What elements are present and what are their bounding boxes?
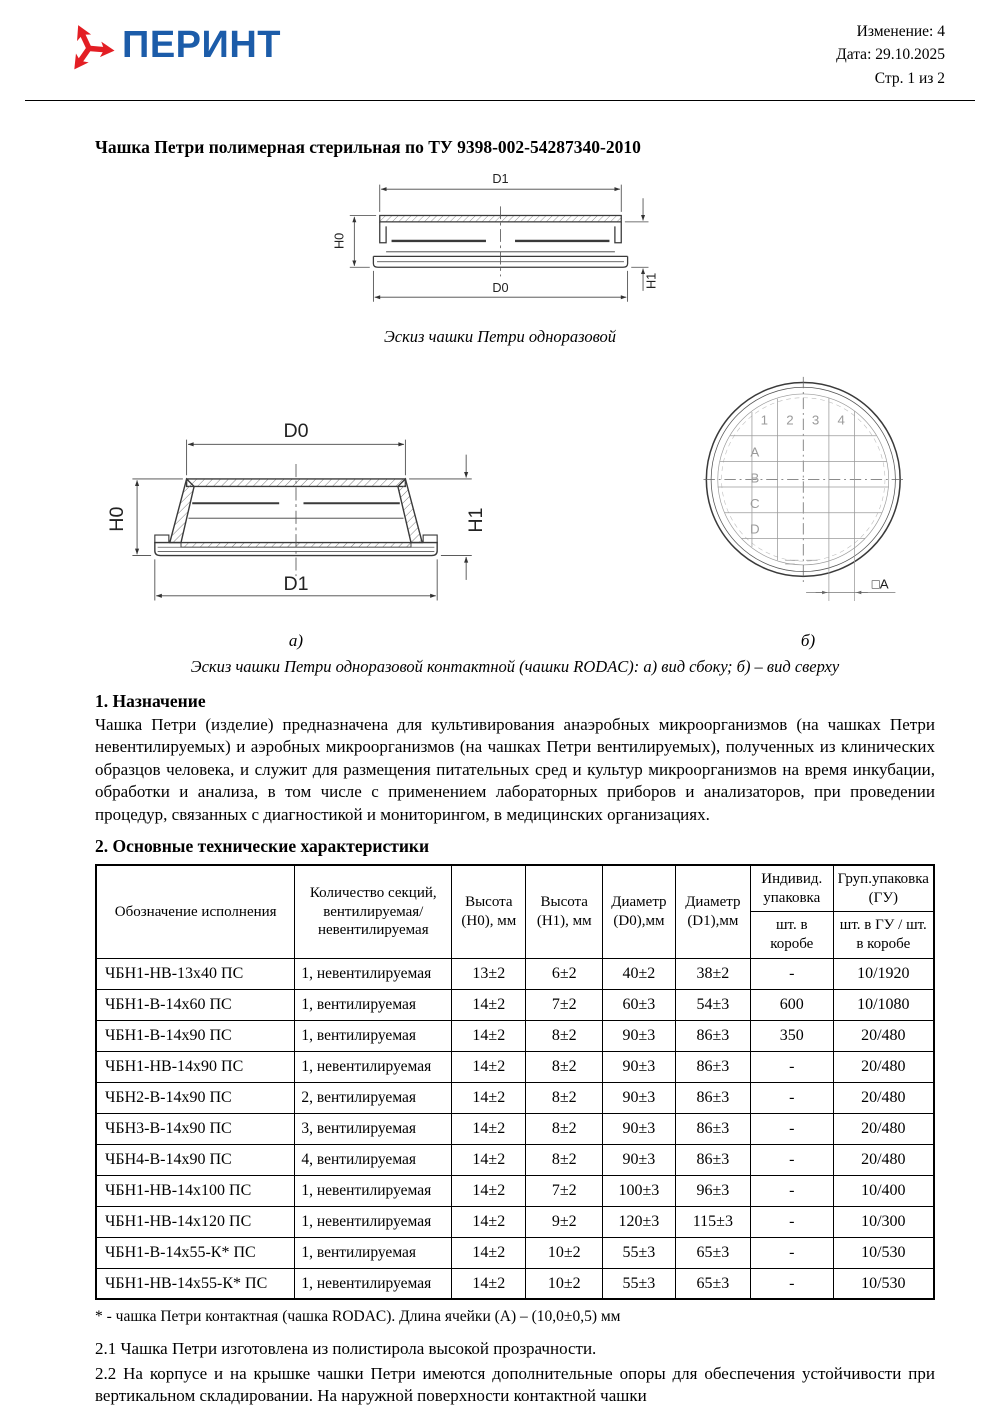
- column-header-sections: Количество секций, вентилируемая/невентилируемая: [295, 865, 452, 959]
- table-cell: 4, вентилируемая: [295, 1144, 452, 1175]
- grid-row-c: C: [749, 495, 760, 511]
- table-cell: 14±2: [452, 1082, 526, 1113]
- spec-table: [95, 864, 935, 1301]
- table-cell: ЧБН1-В-14х90 ПС: [96, 1020, 295, 1051]
- table-cell: -: [750, 1175, 833, 1206]
- table-cell: 10±2: [526, 1268, 603, 1299]
- petri-side-view-drawing: [328, 170, 673, 320]
- section1-heading: 1. Назначение: [95, 690, 206, 711]
- table-cell: ЧБН1-В-14х60 ПС: [96, 989, 295, 1020]
- cell-size-label: □A: [871, 576, 889, 592]
- table-cell: 14±2: [452, 1175, 526, 1206]
- table-cell: 86±3: [675, 1051, 750, 1082]
- table-cell: 86±3: [675, 1113, 750, 1144]
- table-cell: 120±3: [603, 1206, 676, 1237]
- table-cell: -: [750, 1144, 833, 1175]
- table-cell: 7±2: [526, 1175, 603, 1206]
- grid-row-a: A: [750, 444, 760, 460]
- grid-col-3: 3: [811, 412, 820, 428]
- table-cell: 1, вентилируемая: [295, 1237, 452, 1268]
- table-cell: 86±3: [675, 1082, 750, 1113]
- table-cell: 38±2: [675, 958, 750, 989]
- table-cell: 86±3: [675, 1020, 750, 1051]
- table-cell: -: [750, 1051, 833, 1082]
- table-row: [96, 1051, 934, 1082]
- table-row: [96, 989, 934, 1020]
- table-cell: 1, невентилируемая: [295, 958, 452, 989]
- table-cell: 10/530: [833, 1268, 934, 1299]
- table-cell: 3, вентилируемая: [295, 1113, 452, 1144]
- table-cell: 10±2: [526, 1237, 603, 1268]
- table-cell: ЧБН4-В-14х90 ПС: [96, 1144, 295, 1175]
- table-cell: 96±3: [675, 1175, 750, 1206]
- column-header-diameter-d1: Диаметр (D1),мм: [675, 865, 750, 959]
- table-cell: 86±3: [675, 1144, 750, 1175]
- section1-paragraph: Чашка Петри (изделие) предназначена для культивирования анаэробных микроорганизмов (на чашках Петри невентилируемых) и аэробных микроорганизмов (на чашках Петри вентилируемых), полученных из клинических образцов человека, и служит для размещения питательных сред и культур микроорганизмов на время инкубации, обработки и анализа, в том числе с применением лабораторных приборов и анализаторов, при проведении процедур, связанных с диагностикой и мониторингом, в медицинских организациях.: [95, 714, 935, 824]
- table-row: [96, 1113, 934, 1144]
- header-meta: [836, 18, 945, 90]
- table-cell: 54±3: [675, 989, 750, 1020]
- table-row: [96, 958, 934, 989]
- table-row: [96, 1175, 934, 1206]
- figure-petri-disposable: [0, 170, 1000, 347]
- table-cell: 20/480: [833, 1113, 934, 1144]
- table-cell: 8±2: [526, 1113, 603, 1144]
- table-cell: 14±2: [452, 989, 526, 1020]
- table-row: [96, 1144, 934, 1175]
- column-header-diameter-d0: Диаметр (D0),мм: [603, 865, 676, 959]
- table-cell: 6±2: [526, 958, 603, 989]
- table-cell: -: [750, 1268, 833, 1299]
- grid-col-4: 4: [837, 412, 845, 428]
- table-cell: 90±3: [603, 1082, 676, 1113]
- header-rule: [25, 100, 975, 101]
- table-cell: ЧБН1-НВ-14х90 ПС: [96, 1051, 295, 1082]
- table-row: [96, 1082, 934, 1113]
- paragraph-2-1: 2.1 Чашка Петри изготовлена из полистирола высокой прозрачности.: [95, 1339, 597, 1359]
- column-header-designation: Обозначение исполнения: [96, 865, 295, 959]
- table-cell: 1, вентилируемая: [295, 1020, 452, 1051]
- table-cell: ЧБН1-НВ-14х100 ПС: [96, 1175, 295, 1206]
- rodac-top-view: [694, 373, 922, 651]
- column-header-individual-pack: Индивид. упаковка: [750, 865, 833, 912]
- figure2-caption: Эскиз чашки Петри одноразовой контактной (чашки RODAC): а) вид сбоку; б) – вид сверху: [190, 656, 840, 676]
- dimension-label-d1: D1: [491, 170, 509, 186]
- date-line: Дата: 29.10.2025: [836, 46, 945, 64]
- table-cell: 14±2: [452, 1051, 526, 1082]
- table-cell: 40±2: [603, 958, 676, 989]
- table-cell: 1, невентилируемая: [295, 1268, 452, 1299]
- table-cell: 8±2: [526, 1051, 603, 1082]
- table-cell: 20/480: [833, 1020, 934, 1051]
- table-cell: 60±3: [603, 989, 676, 1020]
- table-cell: 600: [750, 989, 833, 1020]
- table-cell: 100±3: [603, 1175, 676, 1206]
- revision-line: Изменение: 4: [856, 23, 945, 40]
- table-cell: 1, невентилируемая: [295, 1051, 452, 1082]
- table-row: [96, 1268, 934, 1299]
- table-cell: 10/530: [833, 1237, 934, 1268]
- table-cell: -: [750, 958, 833, 989]
- table-cell: -: [750, 1082, 833, 1113]
- table-cell: 20/480: [833, 1144, 934, 1175]
- table-cell: 1, невентилируемая: [295, 1206, 452, 1237]
- table-cell: 90±3: [603, 1020, 676, 1051]
- table-row: [96, 1020, 934, 1051]
- table-cell: ЧБН1-НВ-13х40 ПС: [96, 958, 295, 989]
- table-cell: 55±3: [603, 1268, 676, 1299]
- table-cell: -: [750, 1113, 833, 1144]
- dimension-label-d1: D1: [283, 572, 309, 595]
- column-header-group-pack: Груп.упаковка (ГУ): [833, 865, 934, 912]
- table-cell: 14±2: [452, 1113, 526, 1144]
- grid-row-b: B: [750, 470, 760, 486]
- subheader-pcs-per-gu: шт. в ГУ / шт. в коробе: [833, 912, 934, 959]
- table-cell: 8±2: [526, 1082, 603, 1113]
- table-cell: 55±3: [603, 1237, 676, 1268]
- page-number-line: Стр. 1 из 2: [874, 69, 945, 87]
- table-cell: 90±3: [603, 1144, 676, 1175]
- table-cell: ЧБН2-В-14х90 ПС: [96, 1082, 295, 1113]
- figure-rodac: [95, 373, 940, 651]
- table-cell: 14±2: [452, 1144, 526, 1175]
- paragraph-2-2: 2.2 На корпусе и на крышке чашки Петри имеются дополнительные опоры для обеспечения устойчивости при вертикальном складировании. На наружной поверхности контактной чашки: [95, 1363, 935, 1406]
- dimension-label-h0: H0: [106, 506, 129, 532]
- company-logo: [62, 18, 281, 72]
- table-cell: 10/1080: [833, 989, 934, 1020]
- table-cell: -: [750, 1237, 833, 1268]
- table-cell: 65±3: [675, 1237, 750, 1268]
- table-cell: 14±2: [452, 1020, 526, 1051]
- table-cell: ЧБН1-НВ-14х120 ПС: [96, 1206, 295, 1237]
- table-header-row: [96, 865, 934, 912]
- table-cell: 13±2: [452, 958, 526, 989]
- grid-col-1: 1: [760, 412, 769, 428]
- document-header: [0, 0, 1000, 90]
- table-row: [96, 1206, 934, 1237]
- column-header-height-h1: Высота (Н1), мм: [526, 865, 603, 959]
- table-cell: ЧБН1-В-14х55-К* ПС: [96, 1237, 295, 1268]
- table-cell: 20/480: [833, 1082, 934, 1113]
- table-cell: 14±2: [452, 1268, 526, 1299]
- table-cell: -: [750, 1206, 833, 1237]
- dimension-label-h0: H0: [330, 232, 346, 249]
- dimension-label-d0: D0: [491, 279, 509, 295]
- grid-col-2: 2: [786, 412, 794, 428]
- side-view-label: а): [288, 630, 304, 650]
- table-cell: 9±2: [526, 1206, 603, 1237]
- table-cell: 10/300: [833, 1206, 934, 1237]
- table-cell: 20/480: [833, 1051, 934, 1082]
- grid-row-d: D: [749, 521, 760, 537]
- table-cell: 350: [750, 1020, 833, 1051]
- rodac-top-view-drawing: [694, 373, 922, 622]
- table-cell: 90±3: [603, 1051, 676, 1082]
- logo-text: ПЕРИНТ: [122, 24, 281, 66]
- rodac-side-view: [95, 406, 497, 651]
- figure1-caption: Эскиз чашки Петри одноразовой: [383, 326, 617, 346]
- table-cell: 1, вентилируемая: [295, 989, 452, 1020]
- table-cell: 1, невентилируемая: [295, 1175, 452, 1206]
- table-row: [96, 1237, 934, 1268]
- table-cell: 7±2: [526, 989, 603, 1020]
- table-cell: ЧБН1-НВ-14х55-К* ПС: [96, 1268, 295, 1299]
- table-cell: 10/400: [833, 1175, 934, 1206]
- dimension-label-d0: D0: [283, 419, 309, 442]
- table-cell: 90±3: [603, 1113, 676, 1144]
- doc-title: Чашка Петри полимерная стерильная по ТУ 9398-002-54287340-2010: [95, 136, 641, 157]
- table-cell: 65±3: [675, 1268, 750, 1299]
- table-cell: 10/1920: [833, 958, 934, 989]
- dimension-label-h1: H1: [643, 272, 659, 289]
- column-header-height-h0: Высота (Н0), мм: [452, 865, 526, 959]
- table-footnote: * - чашка Петри контактная (чашка RODAC). Длина ячейки (А) – (10,0±0,5) мм: [95, 1308, 621, 1326]
- top-view-label: б): [800, 630, 816, 650]
- table-cell: 14±2: [452, 1237, 526, 1268]
- table-cell: ЧБН3-В-14х90 ПС: [96, 1113, 295, 1144]
- logo-arrows-icon: [62, 18, 116, 72]
- rodac-side-view-drawing: [95, 406, 497, 622]
- table-cell: 14±2: [452, 1206, 526, 1237]
- section2-heading: 2. Основные технические характеристики: [95, 835, 430, 856]
- table-cell: 8±2: [526, 1144, 603, 1175]
- table-cell: 2, вентилируемая: [295, 1082, 452, 1113]
- subheader-pcs-per-box: шт. в коробе: [750, 912, 833, 959]
- dimension-label-h1: H1: [465, 507, 488, 533]
- table-cell: 8±2: [526, 1020, 603, 1051]
- table-cell: 115±3: [675, 1206, 750, 1237]
